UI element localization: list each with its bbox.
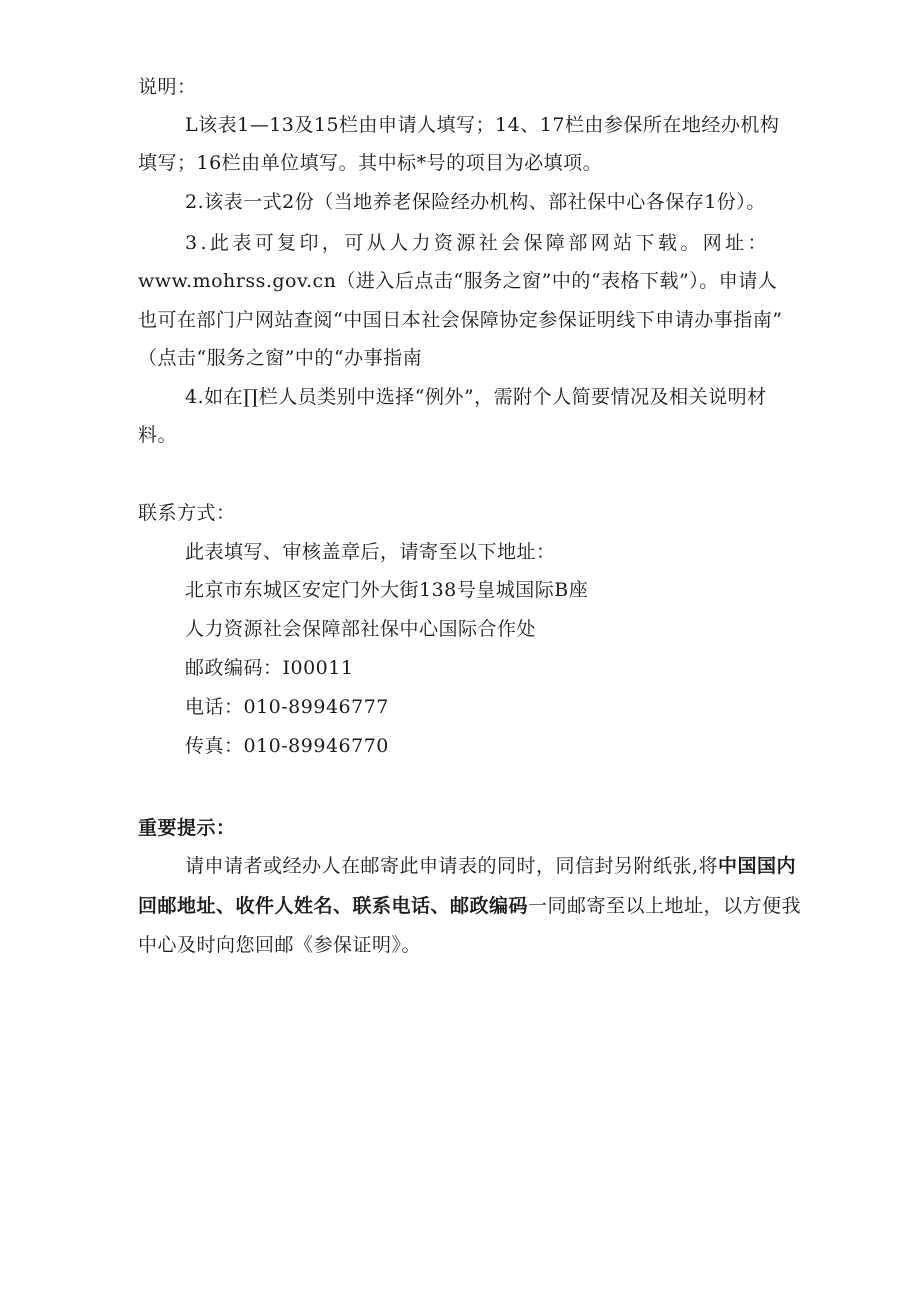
note-item-4-line-2: 料。: [138, 424, 178, 446]
contact-office: 人力资源社会保障部社保中心国际合作处: [185, 618, 537, 640]
note-item-4-line-1: 4.如在∏栏人员类别中选择“例外”，需附个人简要情况及相关说明材: [185, 386, 767, 408]
notice-line-3: 中心及时向您回邮《参保证明》。: [138, 934, 422, 956]
contact-postcode: 邮政编码：I00011: [185, 657, 354, 679]
note-item-3-line-4: （点击“服务之窗”中的“办事指南: [138, 347, 423, 369]
note-item-2: 2.该表一式2份（当地养老保险经办机构、部社保中心各保存1份）。: [185, 191, 766, 213]
note-item-1-line-1: L该表1—13及15栏由申请人填写；14、17栏由参保所在地经办机构: [185, 114, 780, 136]
contact-address: 北京市东城区安定门外大街138号皇城国际B座: [185, 579, 589, 601]
contact-heading: 联系方式：: [138, 502, 236, 524]
note-item-3-line-1: 3.此表可复印，可从人力资源社会保障部网站下载。网址：: [185, 232, 770, 254]
contact-intro: 此表填写、审核盖章后，请寄至以下地址：: [185, 541, 556, 563]
notice-line-1-emphasis: 中国国内: [718, 855, 797, 877]
notice-line-1: [185, 857, 796, 876]
notice-line-1-text: 请申请者或经办人在邮寄此申请表的同时，同信封另附纸张,将: [185, 855, 719, 877]
contact-fax: 传真：010-89946770: [185, 735, 389, 757]
notice-line-2-emphasis: 回邮地址、收件人姓名、联系电话、邮政编码: [138, 895, 529, 917]
notice-line-2: [138, 897, 801, 916]
notice-heading: 重要提示：: [138, 817, 236, 839]
note-item-1-line-2: 填写；16栏由单位填写。其中标*号的项目为必填项。: [138, 152, 603, 174]
note-item-3-line-2: www.mohrss.gov.cn（进入后点击“服务之窗”中的“表格下载”）。申请人: [138, 270, 778, 292]
notice-line-2-text: 一同邮寄至以上地址，以方便我: [528, 895, 802, 917]
contact-phone: 电话：010-89946777: [185, 696, 389, 718]
notes-heading: 说明：: [138, 76, 197, 98]
note-item-3-line-3: 也可在部门户网站查阅“中国日本社会保障协定参保证明线下申请办事指南”: [138, 309, 783, 331]
